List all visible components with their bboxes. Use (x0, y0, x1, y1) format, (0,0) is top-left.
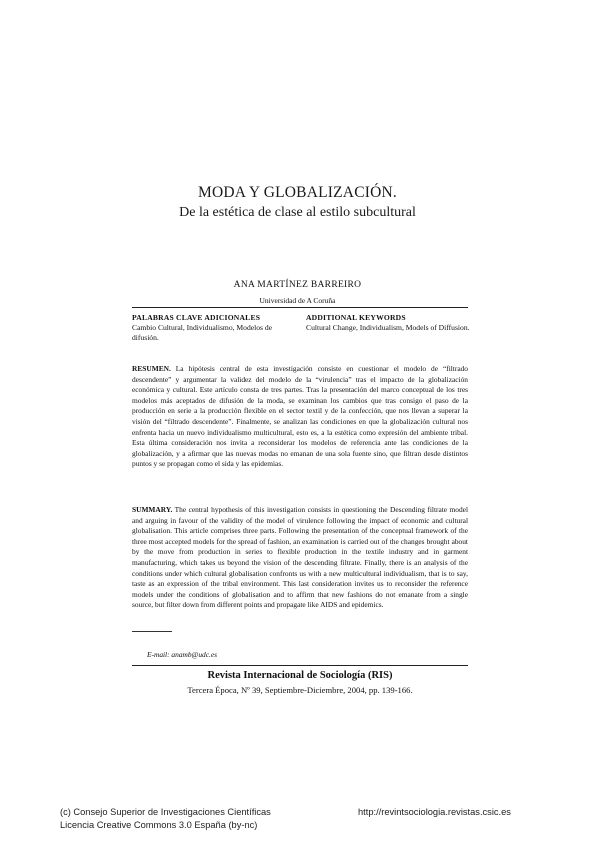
footer-license (60, 806, 271, 831)
resumen-paragraph (132, 364, 468, 470)
footer-license-text: Licencia Creative Commons 3.0 España (by-nc) (60, 819, 258, 830)
author-affiliation: Universidad de A Coruña (259, 296, 336, 305)
keywords-english-heading: ADDITIONAL KEYWORDS (306, 313, 406, 322)
article-subtitle: De la estética de clase al estilo subcultural (179, 205, 416, 220)
summary-label: SUMMARY. (132, 505, 173, 514)
keywords-spanish (132, 313, 300, 343)
keywords-divider (132, 307, 468, 308)
footer-copyright: (c) Consejo Superior de Investigaciones Científicas (60, 807, 271, 817)
summary-text: The central hypothesis of this investigation consists in questioning the Descending filtrate model and arguing in favour of the validity of the model of virulence following the impact of economic and cultural globalisation. This article comprises three parts. Following the presentation of the conceptual framework of the three most accepted models for the spread of fashion, an examination is carried out of the changes brought about by the move from production in series to flexible production in the textile industry and in garment manufacturing, which takes us beyond the vision of the descending filtrate. Finally, there is an analysis of the conditions under which cultural globalisation confronts us with a new multicultural individualism, that is to say, taste as an expression of the tribal environment. This last consideration invites us to reconsider the reference models under the conditions of globalisation and to affirm that new fashions do not emanate from a single source, but filter down from different points and propagate like AIDS and epidemics. (132, 505, 468, 610)
journal-divider (132, 665, 468, 666)
article-title: MODA Y GLOBALIZACIÓN. (198, 184, 397, 201)
author-email: E-mail: anamb@udc.es (147, 650, 218, 659)
keywords-spanish-text: Cambio Cultural, Individualismo, Modelos de difusión. (132, 323, 273, 342)
resumen-label: RESUMEN. (132, 364, 171, 373)
summary-paragraph (132, 505, 468, 611)
footer-url[interactable]: http://revintsociologia.revistas.csic.es (358, 807, 511, 817)
keywords-english (306, 313, 474, 333)
resumen-text: La hipótesis central de esta investigación consiste en cuestionar el modelo de “filtrado descendente” y argumentar la validez del modelo de la “virulencia” tras el impacto de la globalización económica y cultural. Este artículo consta de tres partes. Tras la presentación del marco conceptual de los tres modelos más aceptados de difusión de la moda, se examinan los cambios que tras consigo el paso de la producción en serie a la producción flexible en el sector textil y de la confección, que nos llevan a superar la visión del “filtrado descendente”. Finalmente, se analizan las condiciones en que la globalización cultural nos enfrenta hacia un nuevo individualismo multicultural, esto es, a la estética como expresión del ambiente tribal. Esta última consideración nos invita a reconsiderar los modelos de referencia ante las condiciones de la globalización, y a afirmar que las nuevas modas no emanan de una sola fuente sino, que filtran desde distintos puntos y se propagan como el sida y las epidemias. (132, 364, 468, 469)
footnote-divider (132, 631, 172, 632)
author-name: ANA MARTÍNEZ BARREIRO (233, 280, 362, 290)
journal-issue: Tercera Época, Nº 39, Septiembre-Diciembre, 2004, pp. 139-166. (187, 685, 413, 695)
keywords-spanish-heading: PALABRAS CLAVE ADICIONALES (132, 313, 261, 322)
keywords-english-text: Cultural Change, Individualism, Models of Diffusion. (306, 323, 470, 332)
journal-name: Revista Internacional de Sociología (RIS) (207, 670, 393, 681)
